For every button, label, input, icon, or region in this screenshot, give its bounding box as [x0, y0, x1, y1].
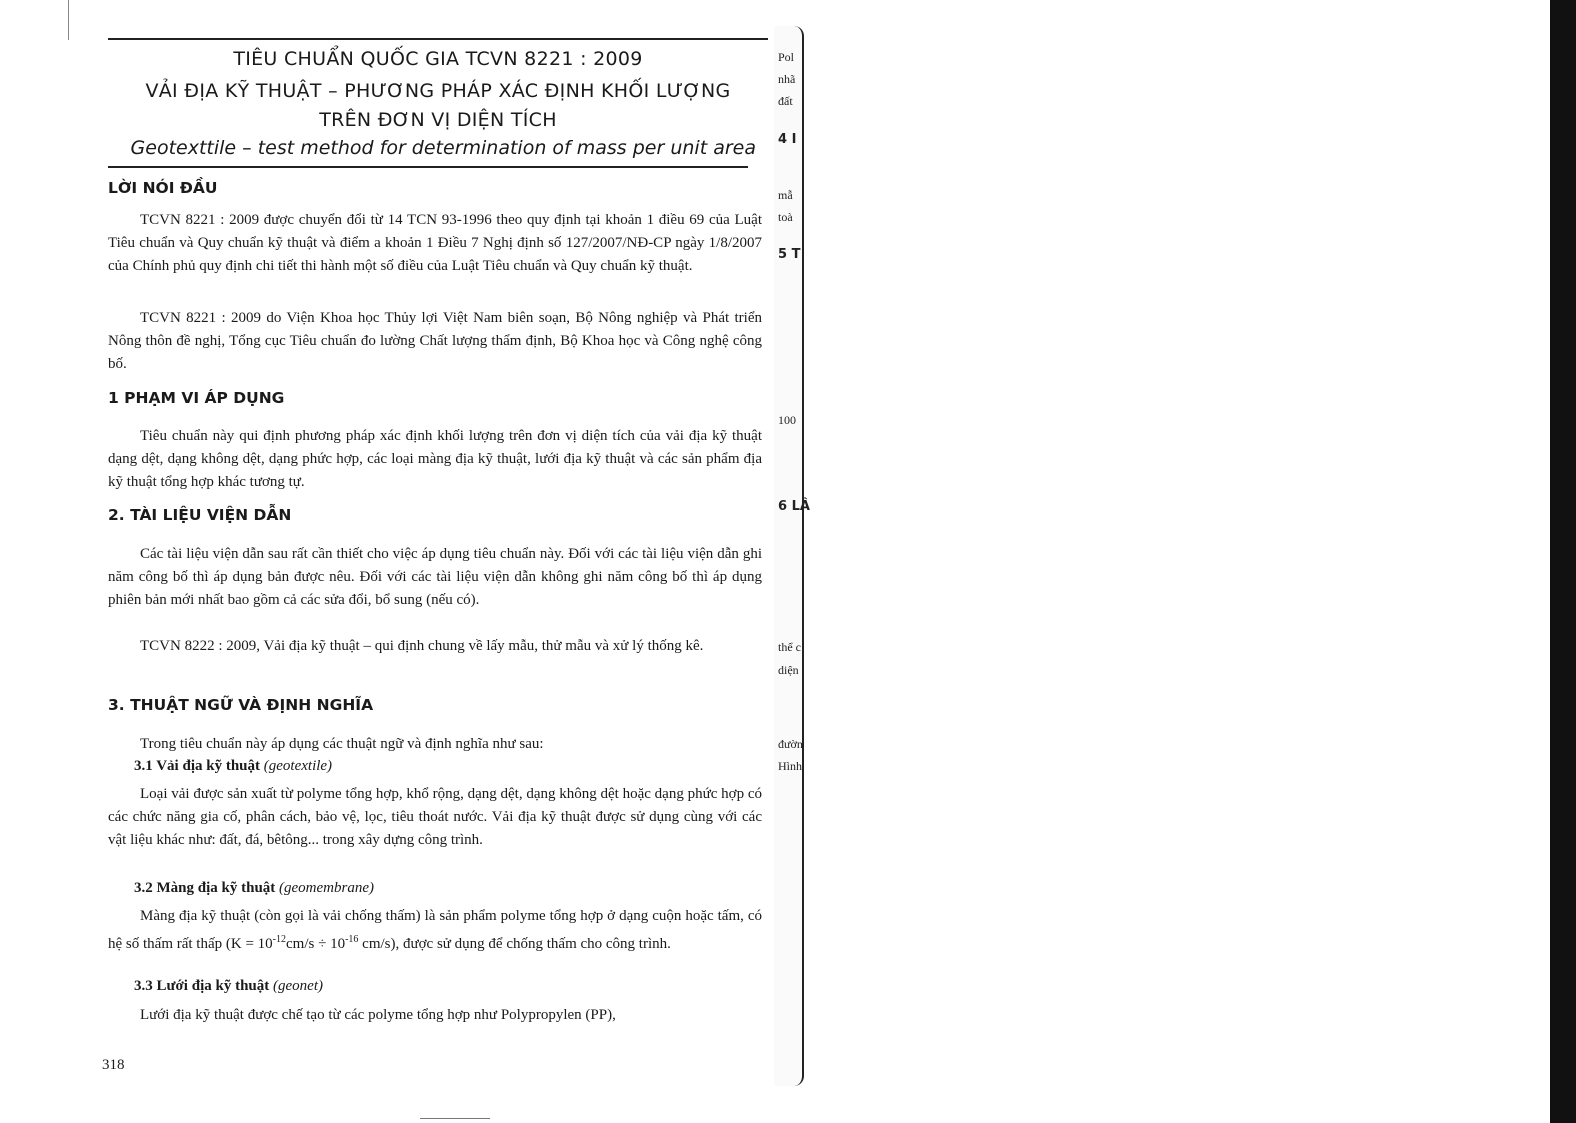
- term-3-3-label: 3.3 Lưới địa kỹ thuật: [134, 978, 270, 994]
- english-subtitle: Geotexttile – test method for determination of mass per unit area: [130, 137, 756, 159]
- scan-artifact-line: [68, 0, 69, 40]
- adjacent-fragment: thể c: [778, 640, 801, 654]
- section-3-heading: 3. THUẬT NGỮ VÀ ĐỊNH NGHĨA: [108, 696, 374, 714]
- section-1-paragraph: Tiêu chuẩn này qui định phương pháp xác định khối lượng trên đơn vị diện tích của vải địa kỹ thuật dạng dệt, dạng không dệt, dạng phức hợp, các loại màng địa kỹ thuật, lưới địa kỹ thuật và các sản phẩm địa kỹ thuật tổng hợp khác tương tự.: [108, 428, 762, 490]
- scan-artifact-bottom: [420, 1118, 490, 1119]
- standard-title: TIÊU CHUẨN QUỐC GIA TCVN 8221 : 2009: [233, 48, 643, 70]
- term-3-2-def-part-a: Màng địa kỹ thuật (còn gọi là vải chống thấm) là sản phẩm polyme tổng hợp ở dạng cuộn hoặc tấm, có hệ số thấm rất thấp (K = 10: [108, 908, 762, 952]
- section-1-heading: 1 PHẠM VI ÁP DỤNG: [108, 389, 285, 407]
- section-2-paragraph-2: TCVN 8222 : 2009, Vải địa kỹ thuật – qui định chung về lấy mẫu, thử mẫu và xử lý thống kê.: [140, 638, 704, 654]
- term-3-2-definition: [108, 905, 762, 956]
- term-3-3-english: (geonet): [273, 978, 323, 994]
- term-3-1-label: 3.1 Vải địa kỹ thuật: [134, 758, 261, 774]
- adjacent-fragment: đất: [778, 94, 793, 108]
- document-title-line-2: TRÊN ĐƠN VỊ DIỆN TÍCH: [319, 109, 557, 131]
- binding-shadow: [1550, 0, 1576, 1123]
- section-2-paragraph-1: Các tài liệu viện dẫn sau rất cần thiết cho việc áp dụng tiêu chuẩn này. Đối với các tài liệu viện dẫn ghi năm công bố thì áp dụng bản được nêu. Đối với các tài liệu viện dẫn không ghi năm công bố thì áp dụng phiên bản mới nhất bao gồm cả các sửa đổi, bổ sung (nếu có).: [108, 546, 762, 608]
- term-3-2-english: (geomembrane): [279, 880, 374, 896]
- adjacent-fragment: Hình: [778, 759, 802, 773]
- adjacent-fragment: 4 I: [778, 132, 797, 147]
- term-3-3: [134, 978, 323, 995]
- adjacent-fragment: toà: [778, 210, 793, 224]
- adjacent-fragment: Pol: [778, 50, 795, 64]
- adjacent-fragment: 6 LÂ: [778, 499, 810, 514]
- adjacent-fragment: diện: [778, 663, 799, 677]
- term-3-1-definition: Loại vải được sản xuất từ polyme tổng hợp, khổ rộng, dạng dệt, dạng không dệt hoặc dạng phức hợp có các chức năng gia cố, phân cách, bảo vệ, lọc, tiêu thoát nước. Vải địa kỹ thuật được sử dụng cùng với các vật liệu khác như: đất, đá, bêtông... trong xây dựng công trình.: [108, 786, 762, 848]
- term-3-3-definition: Lưới địa kỹ thuật được chế tạo từ các polyme tổng hợp như Polypropylen (PP),: [140, 1007, 616, 1023]
- term-3-1-english: (geotextile): [263, 758, 333, 774]
- adjacent-fragment: đườn: [778, 737, 803, 751]
- section-2-heading: 2. TÀI LIỆU VIỆN DẪN: [108, 506, 292, 524]
- term-3-2: [134, 880, 374, 897]
- page-number: 318: [102, 1057, 125, 1073]
- section-3-intro: Trong tiêu chuẩn này áp dụng các thuật ngữ và định nghĩa như sau:: [140, 736, 544, 752]
- foreword-paragraph-2: TCVN 8221 : 2009 do Viện Khoa học Thủy lợi Việt Nam biên soạn, Bộ Nông nghiệp và Phát triển Nông thôn đề nghị, Tổng cục Tiêu chuẩn đo lường Chất lượng thẩm định, Bộ Khoa học và Công nghệ công bố.: [108, 310, 762, 372]
- adjacent-fragment: nhã: [778, 72, 796, 86]
- term-3-2-def-part-b: cm/s ÷ 10: [286, 936, 346, 952]
- header-bottom-rule: [108, 166, 748, 168]
- adjacent-fragment: 100: [778, 413, 796, 427]
- header-top-rule: [108, 38, 768, 40]
- adjacent-page-sliver: [774, 26, 810, 1086]
- document-title-line-1: VẢI ĐỊA KỸ THUẬT – PHƯƠNG PHÁP XÁC ĐỊNH KHỐI LƯỢNG: [145, 80, 731, 102]
- term-3-2-def-part-c: cm/s), được sử dụng để chống thấm cho công trình.: [358, 936, 671, 952]
- foreword-heading: LỜI NÓI ĐẦU: [108, 179, 218, 197]
- term-3-2-label: 3.2 Màng địa kỹ thuật: [134, 880, 276, 896]
- exponent-2: -16: [345, 934, 359, 945]
- foreword-paragraph-1: TCVN 8221 : 2009 được chuyển đổi từ 14 TCN 93-1996 theo quy định tại khoản 1 điều 69 của Luật Tiêu chuẩn và Quy chuẩn kỹ thuật và điểm a khoản 1 Điều 7 Nghị định số 127/2007/NĐ-CP ngày 1/8/2007 của Chính phủ quy định chi tiết thi hành một số điều của Luật Tiêu chuẩn và Quy chuẩn kỹ thuật.: [108, 212, 762, 274]
- adjacent-fragment: mẫ: [778, 188, 793, 202]
- term-3-1: [134, 758, 332, 775]
- adjacent-fragment: 5 T: [778, 247, 801, 262]
- exponent-1: -12: [272, 934, 287, 945]
